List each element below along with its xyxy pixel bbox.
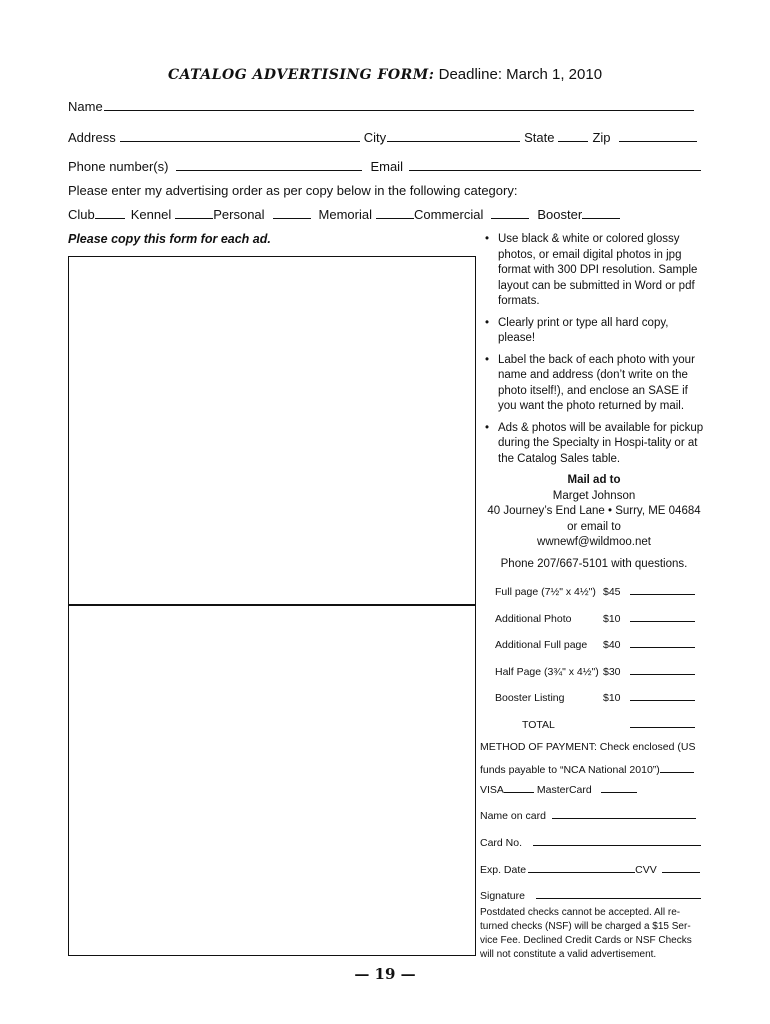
price-amount: $45 — [603, 586, 621, 598]
price-row-additional-full-page — [495, 638, 695, 651]
price-field-half-page[interactable] — [630, 665, 695, 675]
signature-field[interactable] — [536, 889, 701, 899]
address-label: Address — [68, 130, 116, 145]
category-booster-label: Booster — [537, 207, 583, 222]
copy-note: Please copy this form for each ad. — [68, 232, 271, 246]
instruction-item: • Label the back of each photo with your name and address (don’t write on the photo itself!), and enclose an SASE if you want the photo returned by mail. — [483, 353, 705, 415]
visa-label: VISA — [480, 784, 504, 796]
mail-address: 40 Journey’s End Lane • Surry, ME 04684 — [487, 505, 701, 517]
ad-copy-box-bottom[interactable] — [68, 604, 476, 956]
category-club-field[interactable] — [95, 208, 125, 219]
mail-name: Marget Johnson — [552, 489, 636, 502]
card-number-field[interactable] — [533, 836, 701, 846]
category-commercial-label: Commercial — [414, 207, 484, 222]
state-field[interactable] — [558, 131, 588, 142]
payment-method-line1: METHOD OF PAYMENT: Check enclosed (US — [480, 741, 696, 753]
price-field-additional-full-page[interactable] — [630, 638, 695, 648]
instructions-list — [483, 232, 705, 473]
exp-date-row — [480, 863, 700, 876]
category-personal-label: Personal — [213, 207, 265, 222]
price-amount: $10 — [603, 613, 621, 625]
exp-date-field[interactable] — [528, 863, 635, 873]
price-field-booster-listing[interactable] — [630, 691, 695, 701]
category-row — [68, 207, 624, 222]
payment-method-line2-text: funds payable to “NCA National 2010”) — [480, 764, 660, 776]
name-label: Name — [68, 99, 103, 114]
name-on-card-row — [480, 809, 696, 822]
phone-label: Phone number(s) — [68, 159, 169, 174]
category-club-label: Club — [68, 207, 95, 222]
name-row — [68, 99, 698, 114]
card-type-row — [480, 783, 637, 796]
category-memorial-field[interactable] — [376, 208, 414, 219]
phone-field[interactable] — [176, 160, 362, 171]
check-enclosed-field[interactable] — [660, 763, 694, 773]
card-number-row — [480, 836, 701, 849]
price-label: Additional Photo — [495, 613, 572, 625]
city-label: City — [363, 130, 387, 145]
cvv-label: CVV — [635, 864, 657, 876]
exp-date-label: Exp. Date — [480, 864, 527, 876]
price-label: Full page (7½" x 4½") — [495, 586, 596, 598]
price-row-total — [495, 718, 695, 731]
price-amount: $10 — [603, 692, 621, 704]
visa-field[interactable] — [504, 783, 534, 793]
city-field[interactable] — [387, 131, 520, 142]
address-field[interactable] — [120, 131, 360, 142]
price-amount: $30 — [603, 666, 621, 678]
price-amount: $40 — [603, 639, 621, 651]
category-kennel-field[interactable] — [175, 208, 213, 219]
ad-copy-box-top[interactable] — [68, 256, 476, 606]
mail-info — [483, 473, 705, 572]
mastercard-field[interactable] — [601, 783, 637, 793]
price-field-additional-photo[interactable] — [630, 612, 695, 622]
total-field[interactable] — [630, 718, 695, 728]
email-label: Email — [370, 159, 403, 174]
category-personal-field[interactable] — [273, 208, 311, 219]
price-label: Half Page (3¾" x 4½") — [495, 666, 599, 678]
mail-phone: Phone 207/667-5101 with questions. — [500, 557, 688, 570]
category-memorial-label: Memorial — [318, 207, 373, 222]
price-row-additional-photo — [495, 612, 695, 625]
total-label: TOTAL — [522, 719, 555, 731]
instruction-item: • Ads & photos will be available for pickup during the Specialty in Hospi-tality or at the Catalog Sales table. — [483, 421, 705, 468]
address-row — [68, 130, 701, 145]
payment-method-line2 — [480, 763, 694, 776]
mail-or-email: or email to — [567, 520, 621, 533]
zip-label: Zip — [592, 130, 611, 145]
form-title — [0, 66, 770, 83]
name-field[interactable] — [104, 100, 694, 111]
email-field[interactable] — [409, 160, 701, 171]
phone-row — [68, 159, 705, 174]
category-booster-field[interactable] — [582, 208, 620, 219]
state-label: State — [524, 130, 555, 145]
price-label: Additional Full page — [495, 639, 588, 651]
price-field-full-page[interactable] — [630, 585, 695, 595]
price-label: Booster Listing — [495, 692, 565, 704]
mastercard-label: MasterCard — [536, 784, 592, 796]
cvv-field[interactable] — [662, 863, 700, 873]
name-on-card-label: Name on card — [480, 810, 546, 822]
instruction-item: • Clearly print or type all hard copy, please! — [483, 316, 705, 347]
form-title-main: CATALOG ADVERTISING FORM: — [167, 67, 435, 83]
page-number: — 19 — — [354, 965, 416, 983]
mail-heading: Mail ad to — [567, 474, 621, 486]
fine-print: Postdated checks cannot be accepted. All re-turned checks (NSF) will be charged a $15 Ser-vice Fee. Declined Credit Cards or NSF Checks will not constitute a valid advertisement. — [480, 907, 692, 960]
zip-field[interactable] — [619, 131, 697, 142]
name-on-card-field[interactable] — [552, 809, 696, 819]
card-number-label: Card No. — [480, 837, 523, 849]
price-row-half-page — [495, 665, 695, 678]
form-deadline: Deadline: March 1, 2010 — [438, 66, 603, 83]
category-prompt: Please enter my advertising order as per copy below in the following category: — [68, 183, 518, 198]
signature-row — [480, 889, 701, 902]
signature-label: Signature — [480, 890, 525, 902]
category-kennel-label: Kennel — [130, 207, 172, 222]
instruction-item: • Use black & white or colored glossy photos, or email digital photos in jpg format with 300 DPI resolution. Sample layout can be submitted in Word or pdf formats. — [483, 232, 705, 310]
category-commercial-field[interactable] — [491, 208, 529, 219]
mail-email: wwnewf@wildmoo.net — [537, 536, 651, 548]
price-row-booster-listing — [495, 691, 695, 704]
price-row-full-page — [495, 585, 695, 598]
